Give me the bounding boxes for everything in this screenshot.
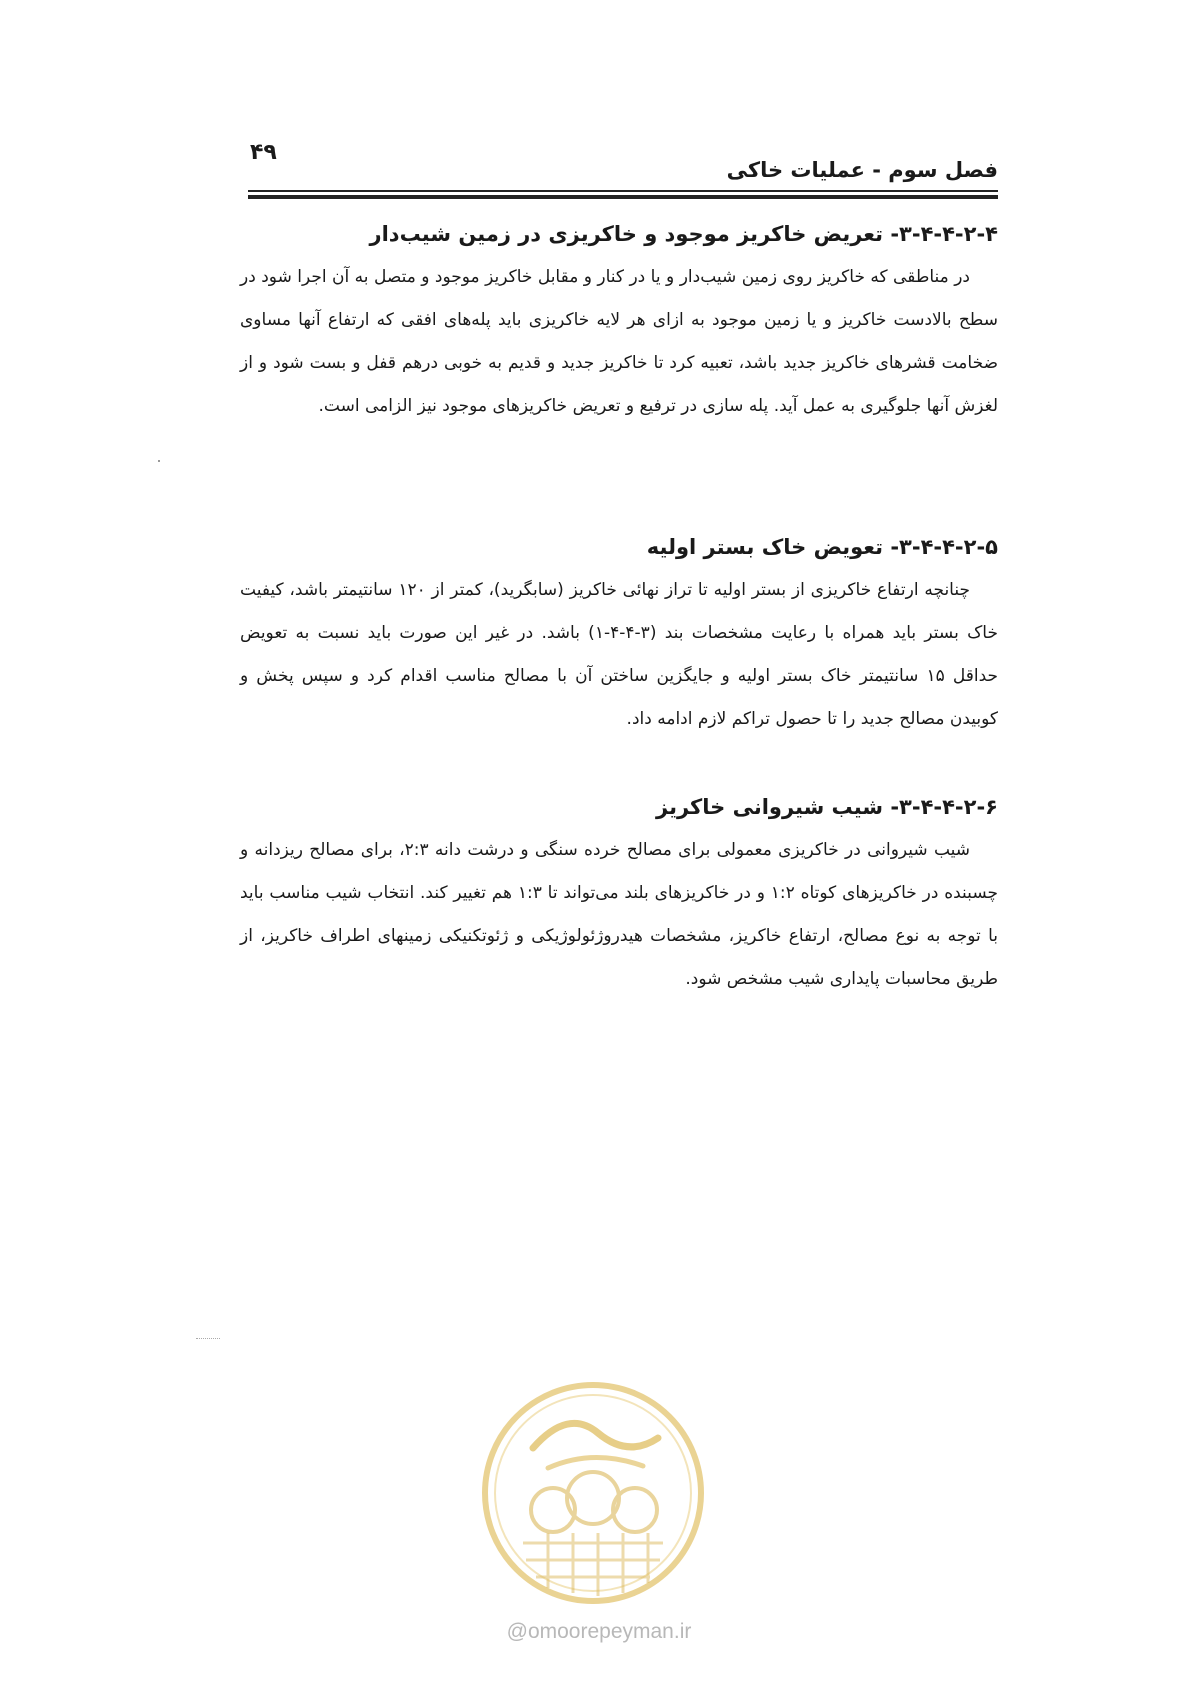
section-body: شیب شیروانی در خاکریزی معمولی برای مصالح خرده سنگی و درشت دانه ۲:۳، برای مصالح ریزدانه و چسبنده در خاکریزهای کوتاه ۱:۲ و در خاکریزهای بلند می‌تواند تا ۱:۳ هم تغییر کند. انتخاب شیب مناسب باید با توجه به نوع مصالح، ارتفاع خاکریز، مشخصات هیدروژئولوژیکی و ژئوتکنیکی زمینهای اطراف خاکریز، از طریق محاسبات پایداری شیب مشخص شود. (240, 840, 998, 989)
page-number: ۴۹ (250, 140, 277, 165)
watermark-stamp-icon (478, 1378, 708, 1608)
header-rule-thick (248, 195, 998, 199)
watermark-site-text: omoorepeyman.ir (527, 1620, 692, 1643)
section-slope-widening (240, 222, 998, 428)
section-subgrade-replacement (240, 535, 998, 741)
section-body: در مناطقی که خاکریز روی زمین شیب‌دار و یا در کنار و مقابل خاکریز موجود و متصل به آن اجرا شود در سطح بالادست خاکریز و یا زمین موجود به ازای هر لایه خاکریزی باید پله‌های افقی که ارتفاع آنها مساوی ضخامت قشرهای خاکریز جدید باشد، تعبیه کرد تا خاکریز جدید و قدیم به خوبی درهم قفل و بست شود و از لغزش آنها جلوگیری به عمل آید. پله سازی در ترفیع و تعریض خاکریزهای موجود نیز الزامی است. (240, 267, 998, 416)
scan-speck (158, 460, 160, 462)
section-heading: ۳-۴-۴-۲-۵- تعویض خاک بستر اولیه (646, 535, 998, 559)
chapter-title: فصل سوم - عملیات خاکی (726, 158, 998, 182)
scan-speck (196, 1338, 220, 1341)
section-heading: ۳-۴-۴-۲-۴- تعریض خاکریز موجود و خاکریزی در زمین شیب‌دار (369, 222, 998, 246)
header-rule (248, 190, 998, 192)
section-heading: ۳-۴-۴-۲-۶- شیب شیروانی خاکریز (656, 795, 998, 819)
section-body: چنانچه ارتفاع خاکریزی از بستر اولیه تا تراز نهائی خاکریز (سابگرید)، کمتر از ۱۲۰ سانتیمتر باشد، کیفیت خاک بستر باید همراه با رعایت مشخصات بند (۳-۴-۴-۱) باشد. در غیر این صورت باید نسبت به تعویض حداقل ۱۵ سانتیمتر خاک بستر اولیه و جایگزین ساختن آن با مصالح مناسب اقدام کرد و سپس پخش و کوبیدن مصالح جدید را تا حصول تراکم لازم ادامه داد. (240, 580, 999, 729)
section-embankment-slope (240, 795, 998, 1001)
watermark-site: @omoorepeyman.ir (506, 1620, 692, 1643)
